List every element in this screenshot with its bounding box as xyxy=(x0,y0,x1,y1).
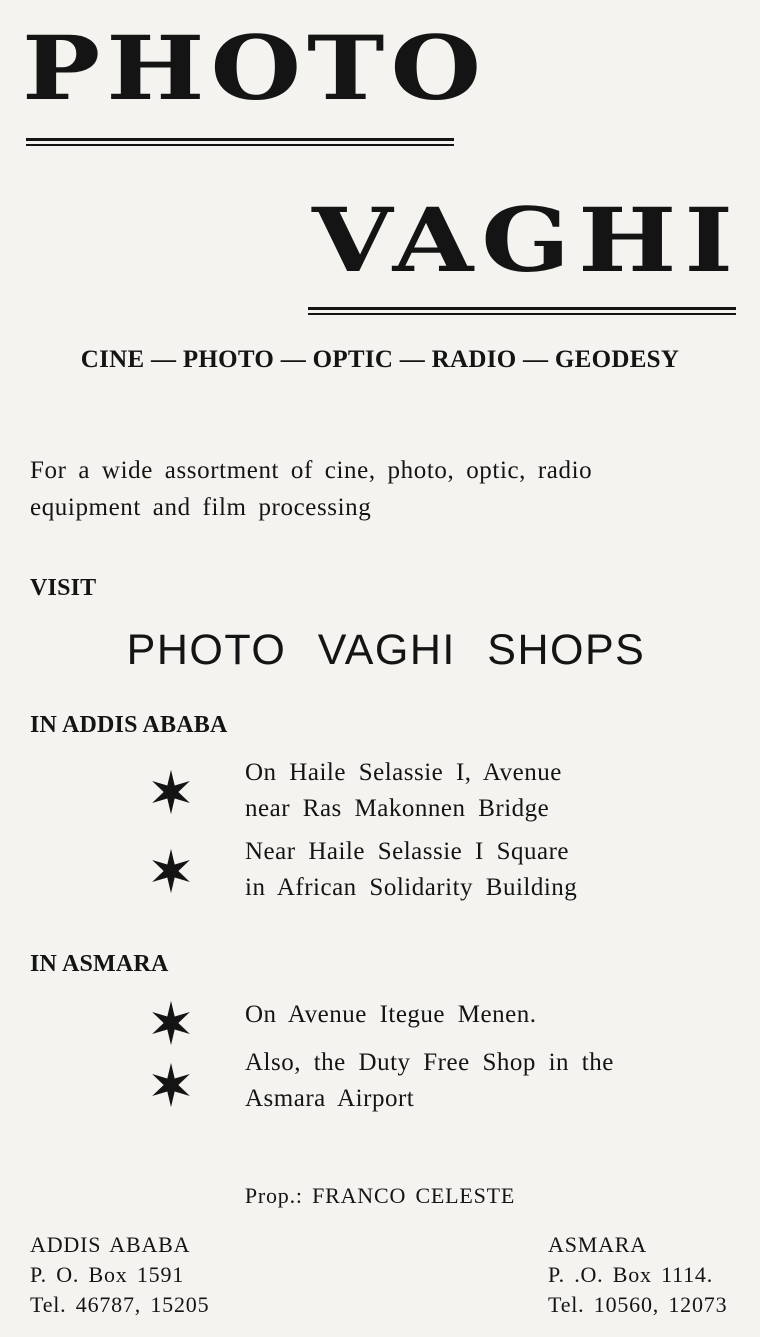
asmara-location-1 xyxy=(245,997,536,1033)
location-line: near Ras Makonnen Bridge xyxy=(245,795,550,822)
six-point-star-icon xyxy=(148,1000,194,1046)
location-line: Also, the Duty Free Shop in the xyxy=(245,1049,614,1076)
contact-asmara xyxy=(548,1230,727,1320)
contact-po-box: P. .O. Box 1114. xyxy=(548,1262,714,1287)
addis-location-2 xyxy=(245,834,577,906)
categories-line: CINE — PHOTO — OPTIC — RADIO — GEODESY xyxy=(80,346,680,373)
visit-label: VISIT xyxy=(30,575,97,601)
asmara-location-2 xyxy=(245,1045,614,1117)
brand-word-vaghi: VAGHI xyxy=(312,187,742,293)
contact-po-box: P. O. Box 1591 xyxy=(30,1262,185,1287)
contact-addis-ababa xyxy=(30,1230,209,1320)
contact-telephone: Tel. 46787, 15205 xyxy=(30,1292,210,1317)
addis-ababa-heading: IN ADDIS ABABA xyxy=(30,712,228,738)
location-line: On Avenue Itegue Menen. xyxy=(245,1001,537,1028)
location-line: On Haile Selassie I, Avenue xyxy=(245,759,562,786)
contact-city: ASMARA xyxy=(548,1232,647,1257)
six-point-star-icon xyxy=(148,1062,194,1108)
shops-title: PHOTO VAGHI SHOPS xyxy=(126,626,646,674)
six-point-star-icon xyxy=(148,848,194,894)
six-point-star-icon xyxy=(148,769,194,815)
double-rule-top xyxy=(26,138,454,146)
location-line: Asmara Airport xyxy=(245,1085,415,1112)
double-rule-bottom xyxy=(308,307,736,315)
contact-telephone: Tel. 10560, 12073 xyxy=(548,1292,728,1317)
contact-city: ADDIS ABABA xyxy=(30,1232,191,1257)
addis-location-1 xyxy=(245,755,562,827)
brand-word-photo: PHOTO xyxy=(22,15,488,121)
location-line: in African Solidarity Building xyxy=(245,874,578,901)
asmara-heading: IN ASMARA xyxy=(30,951,169,977)
location-line: Near Haile Selassie I Square xyxy=(245,838,569,865)
intro-text: For a wide assortment of cine, photo, optic, radio equipment and film processing xyxy=(30,457,593,521)
proprietor-line: Prop.: FRANCO CELESTE xyxy=(244,1183,516,1208)
